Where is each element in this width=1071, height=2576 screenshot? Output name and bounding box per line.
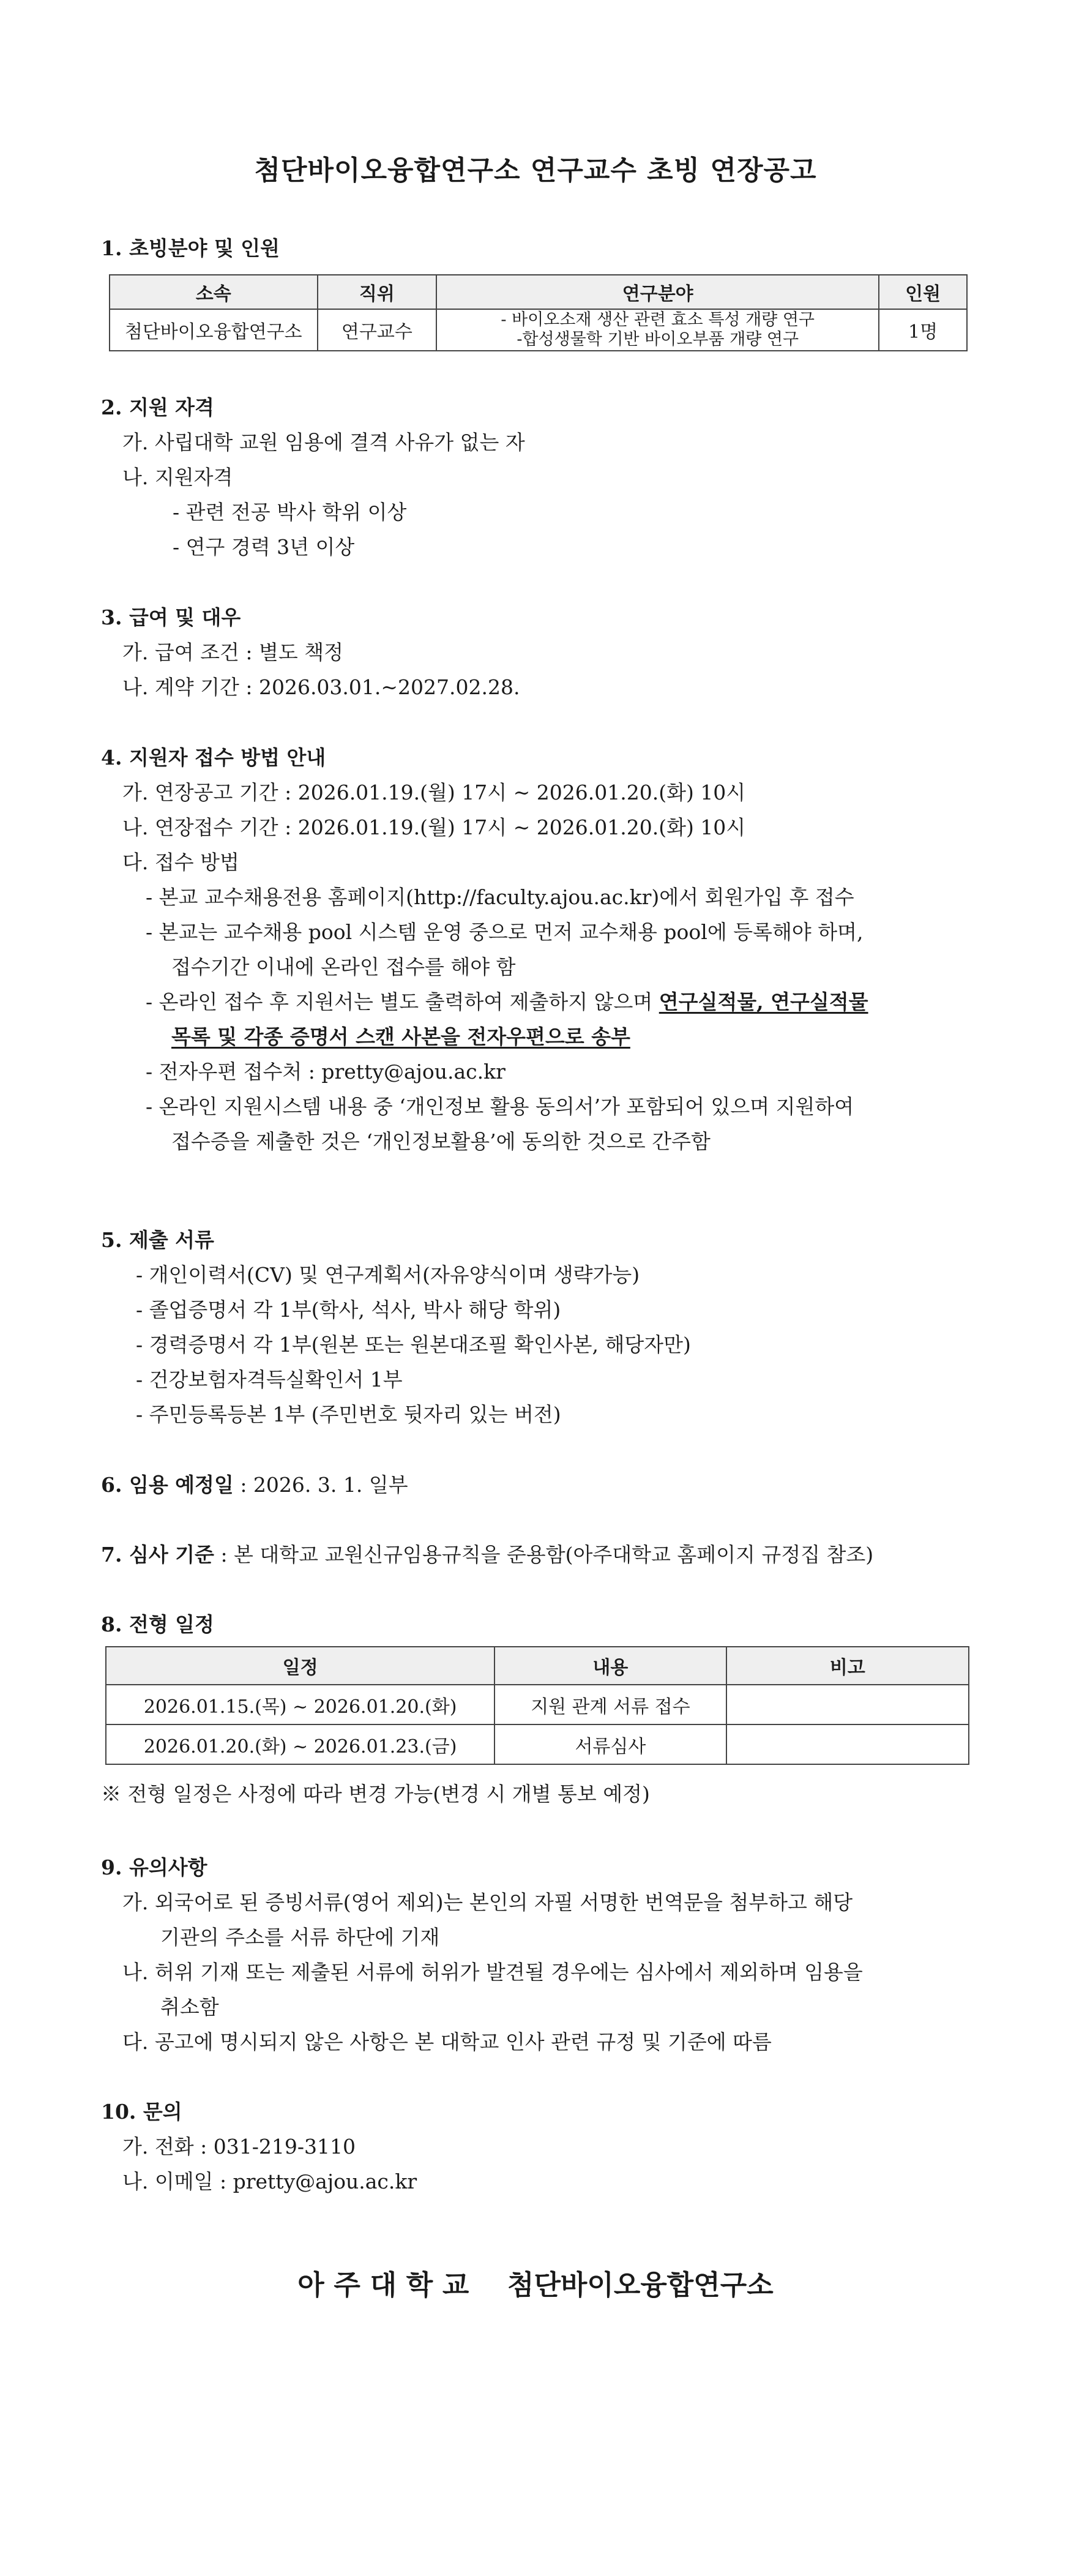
section-6-value: : 2026. 3. 1. 일부 [233, 1473, 408, 1497]
schedule-note: ※ 전형 일정은 사정에 따라 변경 가능(변경 시 개별 통보 예정) [101, 1782, 650, 1806]
section-6 [101, 1469, 408, 1498]
application-item-2-cont: 접수기간 이내에 온라인 접수를 해야 함 [171, 955, 516, 979]
section-2-heading: 2. 지원 자격 [101, 395, 214, 419]
section-3-heading: 3. 급여 및 대우 [101, 605, 241, 629]
application-item-3-cont [171, 1021, 630, 1050]
application-item-3-text: - 온라인 접수 후 지원서는 별도 출력하여 제출하지 않으며 [146, 990, 659, 1014]
salary-b: 나. 계약 기간 : 2026.03.01.~2027.02.28. [122, 675, 520, 699]
cell-note [726, 1685, 969, 1724]
section-4-heading: 4. 지원자 접수 방법 안내 [101, 746, 326, 769]
notice-b-cont: 취소함 [160, 1995, 219, 2019]
header-content: 내용 [494, 1647, 726, 1685]
contact-email: 나. 이메일 : pretty@ajou.ac.kr [122, 2170, 417, 2193]
application-a: 가. 연장공고 기간 : 2026.01.19.(월) 17시 ~ 2026.01.20.(화) 10시 [122, 781, 746, 804]
document-item-3: - 경력증명서 각 1부(원본 또는 원본대조필 확인사본, 해당자만) [136, 1333, 691, 1357]
notice-a-cont: 기관의 주소를 서류 하단에 기재 [160, 1925, 440, 1949]
table-row [106, 1685, 969, 1724]
application-item-3-emphasis-cont: 목록 및 각종 증명서 스캔 사본을 전자우편으로 송부 [171, 1025, 630, 1049]
cell-date: 2026.01.20.(화) ~ 2026.01.23.(금) [106, 1724, 494, 1764]
header-note: 비고 [726, 1647, 969, 1685]
table-header-row [106, 1647, 969, 1685]
application-b: 나. 연장접수 기간 : 2026.01.19.(월) 17시 ~ 2026.01.20.(화) 10시 [122, 815, 746, 839]
section-8-heading: 8. 전형 일정 [101, 1612, 214, 1636]
qualification-b: 나. 지원자격 [122, 465, 233, 489]
field-line-2: -합성생물학 기반 바이오부품 개량 연구 [517, 330, 799, 349]
cell-count: 1명 [879, 309, 967, 351]
application-item-3-emphasis: 연구실적물, 연구실적물 [659, 990, 868, 1014]
document-item-2: - 졸업증명서 각 1부(학사, 석사, 박사 해당 학위) [136, 1298, 561, 1322]
section-7-label: 7. 심사 기준 [101, 1543, 214, 1567]
notice-a: 가. 외국어로 된 증빙서류(영어 제외)는 본인의 자필 서명한 번역문을 첨부하고 해당 [122, 1890, 853, 1914]
cell-field [436, 309, 879, 351]
cell-content: 서류심사 [494, 1724, 726, 1764]
section-7-value: : 본 대학교 교원신규임용규칙을 준용함(아주대학교 홈페이지 규정집 참조) [214, 1543, 874, 1567]
document-item-1: - 개인이력서(CV) 및 연구계획서(자유양식이며 생략가능) [136, 1263, 640, 1287]
application-item-3 [146, 986, 868, 1015]
table-header-row [110, 275, 967, 309]
cell-note [726, 1724, 969, 1764]
document-item-4: - 건강보험자격득실확인서 1부 [136, 1368, 403, 1391]
application-item-5: - 온라인 지원시스템 내용 중 ‘개인정보 활용 동의서’가 포함되어 있으며 지원하여 [146, 1095, 854, 1118]
cell-content: 지원 관계 서류 접수 [494, 1685, 726, 1724]
header-count: 인원 [879, 275, 967, 309]
application-item-2: - 본교는 교수채용 pool 시스템 운영 중으로 먼저 교수채용 pool에 등록해야 하며, [146, 920, 864, 944]
section-6-label: 6. 임용 예정일 [101, 1473, 234, 1497]
contact-phone: 가. 전화 : 031-219-3110 [122, 2135, 356, 2159]
notice-c: 다. 공고에 명시되지 않은 사항은 본 대학교 인사 관련 규정 및 기준에 따름 [122, 2030, 772, 2054]
qualification-b2: - 연구 경력 3년 이상 [173, 535, 355, 559]
table-row [110, 309, 967, 351]
section-7 [101, 1539, 873, 1568]
schedule-table [105, 1646, 969, 1765]
footer-institution: 아 주 대 학 교 첨단바이오융합연구소 [297, 2269, 774, 2301]
header-position: 직위 [318, 275, 437, 309]
section-5-heading: 5. 제출 서류 [101, 1228, 214, 1252]
notice-b: 나. 허위 기재 또는 제출된 서류에 허위가 발견될 경우에는 심사에서 제외하며 임용을 [122, 1960, 863, 1984]
header-field: 연구분야 [436, 275, 879, 309]
table-row [106, 1724, 969, 1764]
application-c: 다. 접수 방법 [122, 850, 239, 874]
application-item-4: - 전자우편 접수처 : pretty@ajou.ac.kr [146, 1060, 506, 1084]
page-title: 첨단바이오융합연구소 연구교수 초빙 연장공고 [254, 155, 817, 186]
application-item-1: - 본교 교수채용전용 홈페이지(http://faculty.ajou.ac.kr)에서 회원가입 후 접수 [146, 885, 854, 909]
cell-date: 2026.01.15.(목) ~ 2026.01.20.(화) [106, 1685, 494, 1724]
document-item-5: - 주민등록등본 1부 (주민번호 뒷자리 있는 버전) [136, 1402, 561, 1426]
section-1-heading: 1. 초빙분야 및 인원 [101, 236, 280, 260]
application-item-5-cont: 접수증을 제출한 것은 ‘개인정보활용’에 동의한 것으로 간주함 [171, 1129, 711, 1153]
field-line-1: - 바이오소재 생산 관련 효소 특성 개량 연구 [501, 310, 815, 329]
header-schedule: 일정 [106, 1647, 494, 1685]
section-10-heading: 10. 문의 [101, 2100, 182, 2124]
recruitment-table [109, 274, 968, 351]
cell-position: 연구교수 [318, 309, 437, 351]
cell-dept: 첨단바이오융합연구소 [110, 309, 318, 351]
qualification-a: 가. 사립대학 교원 임용에 결격 사유가 없는 자 [122, 430, 525, 454]
section-9-heading: 9. 유의사항 [101, 1855, 207, 1879]
salary-a: 가. 급여 조건 : 별도 책정 [122, 640, 343, 664]
header-dept: 소속 [110, 275, 318, 309]
qualification-b1: - 관련 전공 박사 학위 이상 [173, 500, 407, 524]
